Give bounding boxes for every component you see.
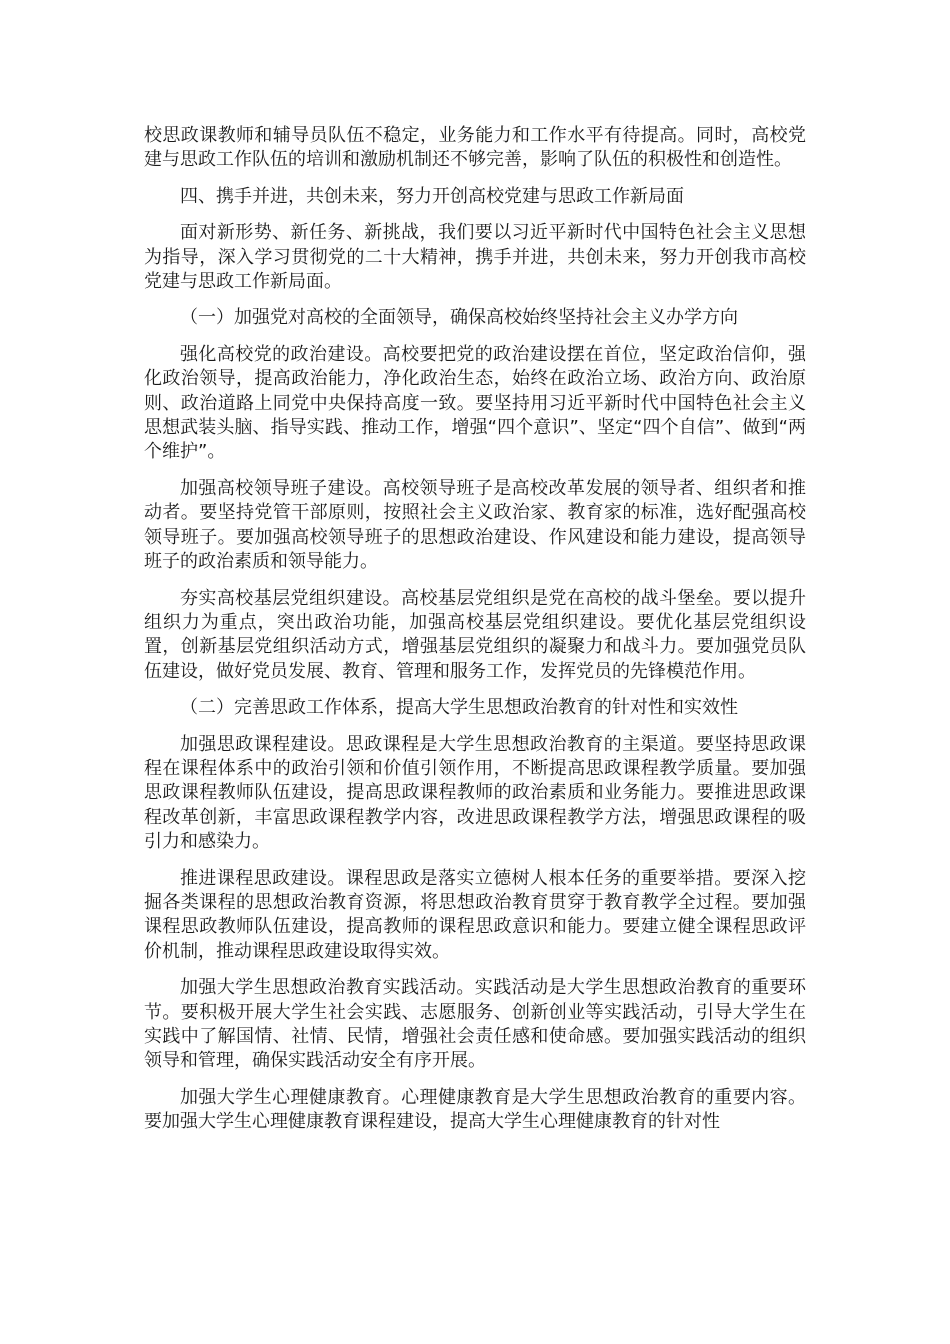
paragraph-political-building: 强化高校党的政治建设。高校要把党的政治建设摆在首位，坚定政治信仰，强化政治领导，提高政治能力，净化政治生态，始终在政治立场、政治方向、政治原则、政治道路上同党中央保持高度一致。要坚持用习近平新时代中国特色社会主义思想武装头脑、指导实践、推动工作，增强“四个意识”、坚定“四个自信”、做到“两个维护”。 (144, 343, 806, 463)
document-page (144, 124, 806, 1147)
subsection-heading-2: （二）完善思政工作体系，提高大学生思想政治教育的针对性和实效性 (180, 697, 738, 719)
paragraph-course-ideology: 推进课程思政建设。课程思政是落实立德树人根本任务的重要举措。要深入挖掘各类课程的思想政治教育资源，将思想政治教育贯穿于教育教学全过程。要加强课程思政教师队伍建设，提高教师的课程思政意识和能力。要建立健全课程思政评价机制，推动课程思政建设取得实效。 (144, 867, 806, 962)
paragraph-mental-health: 加强大学生心理健康教育。心理健康教育是大学生思想政治教育的重要内容。要加强大学生心理健康教育课程建设，提高大学生心理健康教育的针对性 (144, 1086, 806, 1133)
paragraph-leadership-team: 加强高校领导班子建设。高校领导班子是高校改革发展的领导者、组织者和推动者。要坚持党管干部原则，按照社会主义政治家、教育家的标准，选好配强高校领导班子。要加强高校领导班子的思想政治建设、作风建设和能力建设，提高领导班子的政治素质和领导能力。 (144, 477, 806, 573)
section-heading-4: 四、携手并进，共创未来，努力开创高校党建与思政工作新局面 (180, 185, 684, 207)
paragraph-continued: 校思政课教师和辅导员队伍不稳定，业务能力和工作水平有待提高。同时，高校党建与思政工作队伍的培训和激励机制还不够完善，影响了队伍的积极性和创造性。 (144, 125, 806, 171)
paragraph-practice-activities: 加强大学生思想政治教育实践活动。实践活动是大学生思想政治教育的重要环节。要积极开展大学生社会实践、志愿服务、创新创业等实践活动，引导大学生在实践中了解国情、社情、民情，增强社会责任感和使命感。要加强实践活动的组织领导和管理，确保实践活动安全有序开展。 (144, 977, 806, 1072)
paragraph-grassroots-party: 夯实高校基层党组织建设。高校基层党组织是党在高校的战斗堡垒。要以提升组织力为重点，突出政治功能，加强高校基层党组织建设。要优化基层党组织设置，创新基层党组织活动方式，增强基层党组织的凝聚力和战斗力。要加强党员队伍建设，做好党员发展、教育、管理和服务工作，发挥党员的先锋模范作用。 (144, 587, 806, 682)
subsection-heading-1: （一）加强党对高校的全面领导，确保高校始终坚持社会主义办学方向 (180, 307, 738, 329)
paragraph-ideological-course: 加强思政课程建设。思政课程是大学生思想政治教育的主渠道。要坚持思政课程在课程体系中的政治引领和价值引领作用，不断提高思政课程教学质量。要加强思政课程教师队伍建设，提高思政课程教师的政治素质和业务能力。要推进思政课程改革创新，丰富思政课程教学内容，改进思政课程教学方法，增强思政课程的吸引力和感染力。 (144, 733, 806, 853)
paragraph-intro: 面对新形势、新任务、新挑战，我们要以习近平新时代中国特色社会主义思想为指导，深入学习贯彻党的二十大精神，携手并进，共创未来，努力开创我市高校党建与思政工作新局面。 (144, 222, 806, 293)
